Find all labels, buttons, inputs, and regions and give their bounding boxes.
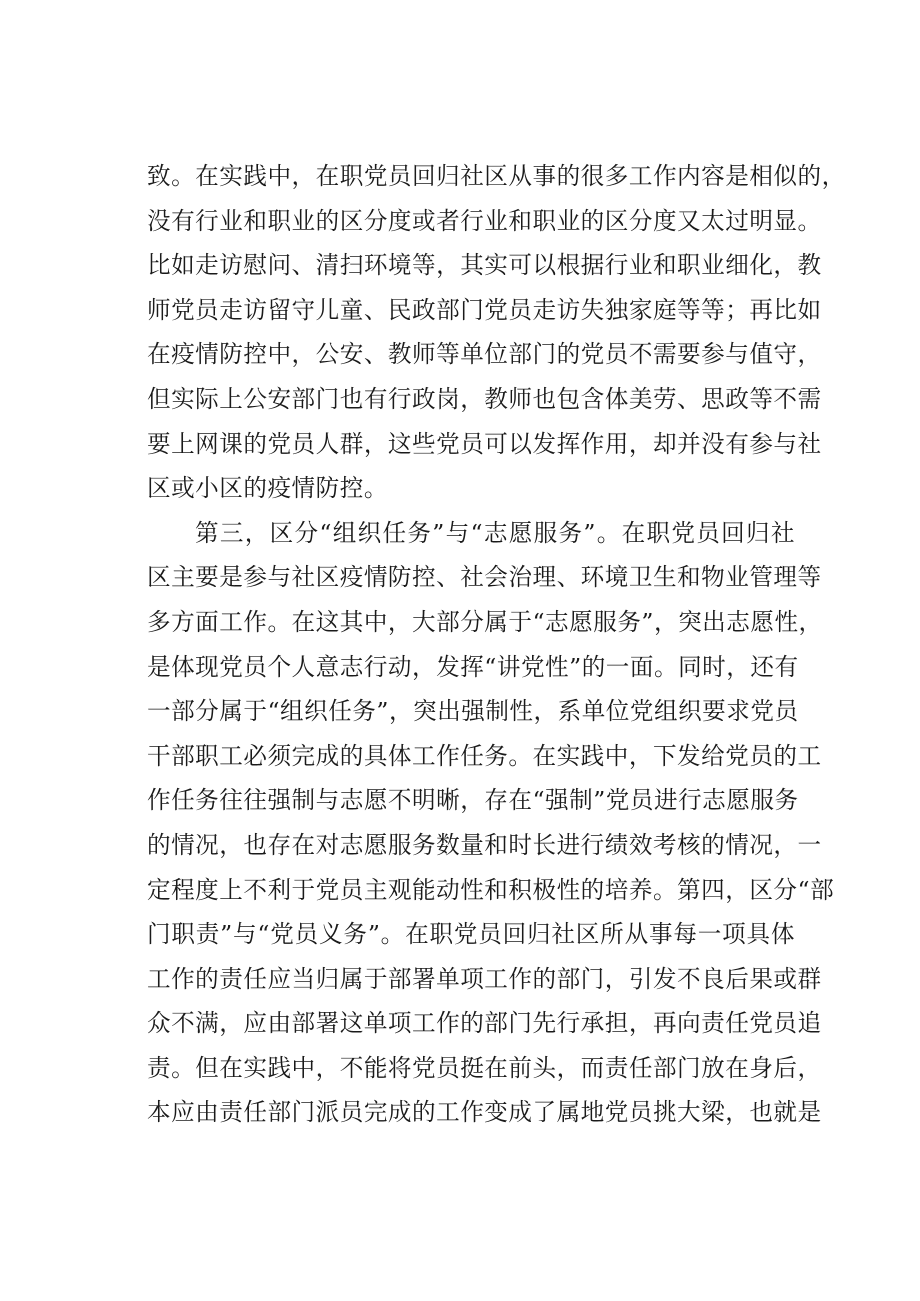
text-line: 的情况，也存在对志愿服务数量和时长进行绩效考核的情况，一: [147, 830, 822, 859]
text-line: 区或小区的疫情防控。: [147, 474, 388, 503]
body-text: [147, 154, 846, 1135]
text-line: 是体现党员个人意志行动，发挥“讲党性”的一面。同时，还有: [147, 652, 799, 681]
text-line: 致。在实践中，在职党员回归社区从事的很多工作内容是相似的，: [147, 162, 846, 190]
text-line: 作任务往往强制与志愿不明晰，存在“强制”党员进行志愿服务: [147, 786, 799, 815]
text-line: 众不满，应由部署这单项工作的部门先行承担，再向责任党员追: [147, 1009, 822, 1038]
text-line: 没有行业和职业的区分度或者行业和职业的区分度又太过明显。: [147, 206, 822, 235]
text-line: 比如走访慰问、清扫环境等，其实可以根据行业和职业细化，教: [147, 251, 822, 280]
text-line: 但实际上公安部门也有行政岗，教师也包含体美劳、思政等不需: [147, 384, 822, 413]
text-line: 在疫情防控中，公安、教师等单位部门的党员不需要参与值守，: [147, 340, 822, 369]
text-line: 第三，区分“组织任务”与“志愿服务”。在职党员回归社: [195, 518, 795, 547]
text-line: 本应由责任部门派员完成的工作变成了属地党员挑大梁，也就是: [147, 1098, 822, 1127]
text-line: 要上网课的党员人群，这些党员可以发挥作用，却并没有参与社: [147, 429, 822, 458]
text-line: 定程度上不利于党员主观能动性和积极性的培养。第四，区分“部: [147, 875, 835, 904]
text-line: 师党员走访留守儿童、民政部门党员走访失独家庭等等；再比如: [147, 295, 822, 324]
text-line: 一部分属于“组织任务”，突出强制性，系单位党组织要求党员: [147, 697, 799, 726]
text-line: 门职责”与“党员义务”。在职党员回归社区所从事每一项具体: [147, 920, 795, 949]
text-line: 干部职工必须完成的具体工作任务。在实践中，下发给党员的工: [147, 741, 822, 770]
text-line: 区主要是参与社区疫情防控、社会治理、环境卫生和物业管理等: [147, 563, 822, 592]
text-line: 多方面工作。在这其中，大部分属于“志愿服务”，突出志愿性，: [147, 607, 823, 636]
text-line: 工作的责任应当归属于部署单项工作的部门，引发不良后果或群: [147, 964, 822, 993]
text-line: 责。但在实践中，不能将党员挺在前头，而责任部门放在身后，: [147, 1053, 822, 1082]
